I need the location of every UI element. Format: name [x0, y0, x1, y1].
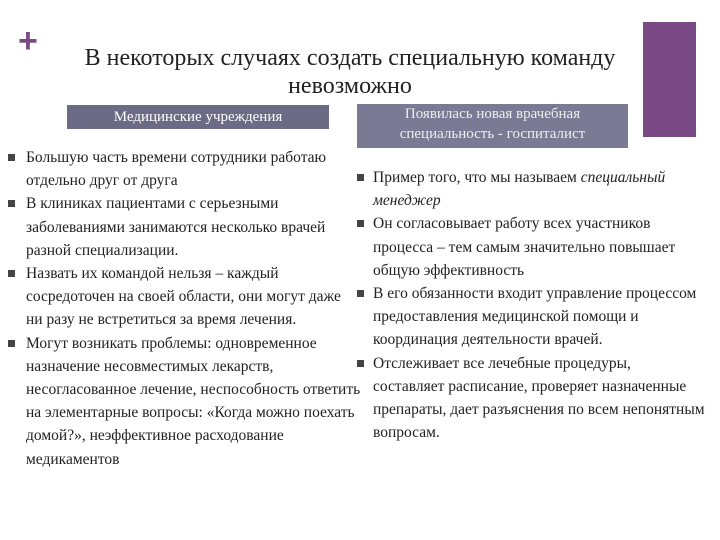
left-column [6, 146, 361, 471]
square-bullet-icon [357, 174, 364, 181]
left-list-item [6, 332, 361, 471]
right-item-text: Он согласовывает работу всех участников процесса – тем самым значительно повышает общую эффективность [373, 215, 676, 279]
square-bullet-icon [357, 290, 364, 297]
left-item-text: Большую часть времени сотрудники работаю отдельно друг от друга [26, 149, 327, 190]
right-item-emphasis: специальный менеджер [373, 169, 666, 210]
square-bullet-icon [8, 200, 15, 207]
left-item-text: В клиниках пациентами с серьезными заболеваниями занимаются несколько врачей разной специализации. [26, 195, 326, 259]
left-list-item [6, 192, 361, 262]
left-column-header: Медицинские учреждения [67, 105, 329, 129]
left-item-text: Назвать их командой нельзя – каждый сосредоточен на своей области, они могут даже ни разу не встретиться за время лечения. [26, 265, 341, 329]
right-item-text: Пример того, что мы называем [373, 169, 577, 186]
left-list-item [6, 262, 361, 332]
slide-title: В некоторых случаях создать специальную команду невозможно [84, 45, 616, 99]
right-item-text: Отслеживает все лечебные процедуры, составляет расписание, проверяет назначенные препараты, дает разъяснения по всем непонятным вопросам. [373, 354, 705, 442]
square-bullet-icon [8, 340, 15, 347]
right-column [355, 166, 705, 444]
left-list-item [6, 146, 361, 192]
right-list-item [355, 282, 705, 352]
right-list-item [355, 352, 705, 445]
right-list-item [355, 212, 705, 282]
right-item-text: В его обязанности входит управление процессом предоставления медицинской помощи и координация деятельности врачей. [373, 285, 697, 349]
square-bullet-icon [8, 270, 15, 277]
left-item-text: Могут возникать проблемы: одновременное назначение несовместимых лекарств, несогласованное лечение, неспособность ответить на элементарные вопросы: «Когда можно поехать домой?», неэффективное расходование медикаментов [26, 334, 361, 468]
corner-accent-block [643, 22, 696, 137]
right-column-header: Появилась новая врачебная специальность - госпиталист [357, 104, 628, 148]
square-bullet-icon [357, 360, 364, 367]
right-list-item [355, 166, 705, 212]
plus-decoration: + [18, 22, 38, 60]
square-bullet-icon [357, 220, 364, 227]
square-bullet-icon [8, 154, 15, 161]
